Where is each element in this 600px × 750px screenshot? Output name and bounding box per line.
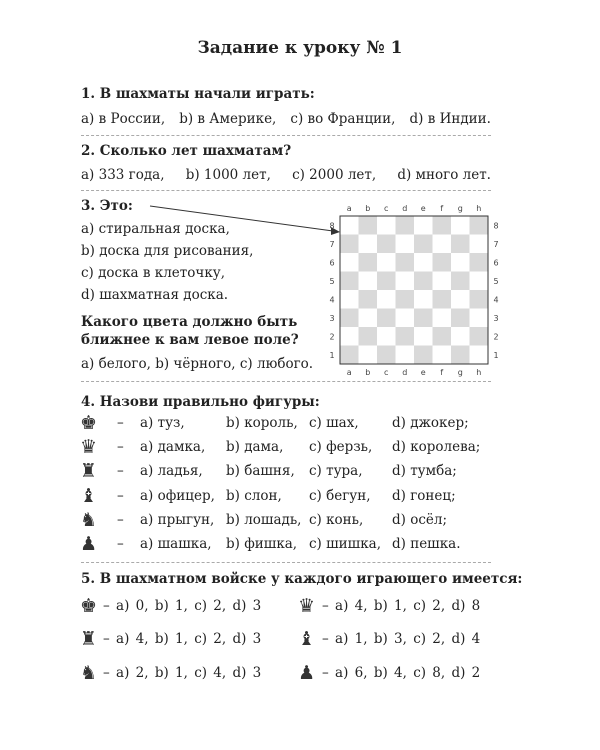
- file-label-bottom: g: [457, 368, 463, 377]
- q4-option-b[interactable]: b) король,: [226, 415, 298, 431]
- divider: [81, 562, 491, 563]
- board-square: [396, 235, 415, 254]
- q4-option-c[interactable]: c) шишка,: [309, 536, 381, 552]
- knight-icon: ♞: [80, 508, 98, 531]
- rank-label-right: 3: [493, 313, 499, 323]
- board-square: [340, 272, 359, 291]
- question-1-text: 1. В шахматы начали играть:: [81, 86, 315, 102]
- rank-label-right: 5: [493, 276, 499, 286]
- q2-option-c[interactable]: c) 2000 лет,: [292, 167, 377, 183]
- pawn-icon: ♟: [298, 662, 316, 684]
- board-square: [340, 327, 359, 346]
- board-square: [377, 216, 396, 235]
- board-square: [414, 327, 433, 346]
- q4-option-c[interactable]: c) ферзь,: [309, 439, 373, 456]
- board-square: [433, 235, 452, 254]
- dash: –: [117, 511, 124, 528]
- board-square: [396, 272, 415, 291]
- queen-icon: ♛: [298, 595, 316, 617]
- file-label-bottom: c: [384, 368, 389, 377]
- dash: –: [117, 463, 124, 480]
- question-2-text: 2. Сколько лет шахматам?: [81, 143, 292, 159]
- q1-option-c[interactable]: c) во Франции,: [290, 111, 396, 127]
- board-square: [377, 253, 396, 272]
- board-square: [377, 346, 396, 365]
- q3-option-c[interactable]: c) доска в клеточку,: [81, 265, 225, 281]
- board-square: [359, 216, 378, 235]
- rank-label-left: 1: [329, 350, 335, 360]
- file-label-bottom: d: [402, 368, 408, 377]
- board-square: [470, 235, 489, 254]
- q5-answer-options[interactable]: – a) 6, b) 4, c) 8, d) 2: [322, 665, 481, 681]
- page-title: Задание к уроку № 1: [197, 38, 403, 58]
- q4-option-b[interactable]: b) лошадь,: [226, 511, 302, 528]
- q5-answer-options[interactable]: – a) 1, b) 3, c) 2, d) 4: [322, 631, 481, 647]
- file-label-top: a: [346, 204, 352, 213]
- file-label-top: b: [365, 204, 371, 213]
- king-icon: ♚: [80, 412, 98, 434]
- board-square: [340, 309, 359, 328]
- board-square: [451, 253, 470, 272]
- board-square: [340, 290, 359, 309]
- q4-option-c[interactable]: c) бегун,: [309, 487, 371, 504]
- board-square: [414, 309, 433, 328]
- chessboard: [320, 198, 500, 377]
- q3-subquestion-line1: Какого цвета должно быть: [81, 314, 298, 330]
- rook-icon: ♜: [80, 460, 98, 483]
- q3-subquestion-line2: ближнее к вам левое поле?: [81, 332, 299, 348]
- board-square: [470, 327, 489, 346]
- q4-option-c[interactable]: c) тура,: [309, 463, 363, 480]
- q3-option-d[interactable]: d) шахматная доска.: [81, 287, 229, 303]
- rank-label-left: 5: [329, 276, 335, 286]
- file-label-bottom: f: [440, 368, 444, 377]
- q5-answer-options[interactable]: – a) 4, b) 1, c) 2, d) 8: [322, 598, 481, 614]
- board-square: [470, 309, 489, 328]
- q4-option-c[interactable]: c) конь,: [309, 511, 364, 528]
- q4-option-b[interactable]: b) фишка,: [226, 536, 298, 552]
- board-square: [451, 216, 470, 235]
- q4-option-b[interactable]: b) дама,: [226, 439, 284, 456]
- q4-option-a[interactable]: a) туз,: [140, 415, 185, 431]
- board-square: [359, 290, 378, 309]
- file-label-top: d: [402, 204, 408, 213]
- board-square: [433, 272, 452, 291]
- q4-option-d[interactable]: d) королева;: [392, 439, 481, 456]
- board-square: [451, 235, 470, 254]
- q4-option-c[interactable]: c) шах,: [309, 415, 359, 431]
- pawn-icon: ♟: [80, 533, 98, 555]
- board-square: [433, 290, 452, 309]
- board-square: [470, 272, 489, 291]
- question-4-text: 4. Назови правильно фигуры:: [81, 394, 320, 410]
- dash: –: [117, 439, 124, 456]
- q2-option-a[interactable]: a) 333 года,: [81, 167, 165, 183]
- board-square: [396, 309, 415, 328]
- rank-label-left: 3: [329, 313, 335, 323]
- king-icon: ♚: [80, 595, 98, 617]
- board-square: [340, 235, 359, 254]
- board-square: [340, 216, 359, 235]
- board-square: [470, 290, 489, 309]
- file-label-top: c: [384, 204, 389, 213]
- rank-label-right: 6: [493, 258, 499, 268]
- board-square: [396, 253, 415, 272]
- rank-label-left: 7: [329, 239, 335, 249]
- file-label-top: h: [476, 204, 482, 213]
- question-5-text: 5. В шахматном войске у каждого играющего имеется:: [81, 571, 523, 587]
- rank-label-right: 8: [493, 221, 499, 231]
- board-square: [414, 216, 433, 235]
- board-square: [414, 290, 433, 309]
- q2-option-d[interactable]: d) много лет.: [397, 167, 491, 183]
- board-square: [470, 216, 489, 235]
- q4-option-d[interactable]: d) пешка.: [392, 536, 461, 552]
- file-label-bottom: b: [365, 368, 371, 377]
- file-label-top: g: [457, 204, 463, 213]
- q4-option-d[interactable]: d) осёл;: [392, 511, 448, 528]
- q4-option-d[interactable]: d) тумба;: [392, 463, 457, 480]
- rank-label-left: 6: [329, 258, 335, 268]
- file-label-bottom: h: [476, 368, 482, 377]
- board-square: [377, 290, 396, 309]
- q1-option-a[interactable]: a) в России,: [81, 111, 166, 127]
- q3-option-a[interactable]: a) стиральная доска,: [81, 221, 230, 237]
- rank-label-left: 4: [329, 295, 335, 305]
- queen-icon: ♛: [80, 436, 98, 459]
- q4-option-a[interactable]: a) прыгун,: [140, 511, 215, 528]
- board-square: [414, 235, 433, 254]
- divider: [81, 381, 491, 382]
- board-square: [414, 272, 433, 291]
- file-label-bottom: e: [420, 368, 426, 377]
- board-square: [396, 290, 415, 309]
- rank-label-right: 2: [493, 332, 499, 342]
- board-square: [359, 327, 378, 346]
- board-square: [377, 235, 396, 254]
- rank-label-right: 7: [493, 239, 499, 249]
- board-square: [359, 272, 378, 291]
- file-label-top: e: [420, 204, 426, 213]
- board-square: [377, 309, 396, 328]
- q3-option-b[interactable]: b) доска для рисования,: [81, 243, 254, 259]
- board-square: [451, 272, 470, 291]
- rook-icon: ♜: [80, 628, 98, 650]
- board-square: [433, 346, 452, 365]
- dash: –: [117, 536, 124, 552]
- rank-label-right: 1: [493, 350, 499, 360]
- bishop-icon: ♝: [298, 628, 316, 650]
- board-square: [396, 327, 415, 346]
- knight-icon: ♞: [80, 662, 98, 684]
- board-square: [396, 216, 415, 235]
- q4-option-a[interactable]: a) дамка,: [140, 439, 206, 456]
- bishop-icon: ♝: [80, 484, 98, 507]
- rank-label-right: 4: [493, 295, 499, 305]
- dash: –: [117, 487, 124, 504]
- q2-option-b[interactable]: b) 1000 лет,: [185, 167, 271, 183]
- rank-label-left: 8: [329, 221, 335, 231]
- board-square: [359, 346, 378, 365]
- board-square: [433, 327, 452, 346]
- board-square: [414, 253, 433, 272]
- board-square: [359, 253, 378, 272]
- board-square: [433, 253, 452, 272]
- q5-answer-options[interactable]: – a) 4, b) 1, c) 2, d) 3: [103, 631, 262, 647]
- q4-option-b[interactable]: b) башня,: [226, 463, 295, 480]
- q5-answer-options[interactable]: – a) 0, b) 1, c) 2, d) 3: [103, 598, 262, 614]
- board-square: [433, 216, 452, 235]
- board-square: [414, 346, 433, 365]
- board-square: [433, 309, 452, 328]
- q4-option-a[interactable]: a) офицер,: [140, 487, 215, 504]
- board-square: [340, 253, 359, 272]
- dash: –: [117, 415, 124, 431]
- board-square: [359, 309, 378, 328]
- board-square: [451, 346, 470, 365]
- board-square: [377, 327, 396, 346]
- board-square: [470, 253, 489, 272]
- board-square: [359, 235, 378, 254]
- question-3-text: 3. Это:: [81, 198, 133, 214]
- q1-option-d[interactable]: d) в Индии.: [409, 111, 491, 127]
- board-square: [451, 327, 470, 346]
- board-square: [470, 346, 489, 365]
- q4-option-b[interactable]: b) слон,: [226, 487, 282, 504]
- q4-option-a[interactable]: a) шашка,: [140, 536, 212, 552]
- file-label-bottom: a: [346, 368, 352, 377]
- q1-option-b[interactable]: b) в Америке,: [179, 111, 277, 127]
- q3-subquestion-options[interactable]: a) белого, b) чёрного, c) любого.: [81, 356, 314, 372]
- rank-label-left: 2: [329, 332, 335, 342]
- q4-option-a[interactable]: a) ладья,: [140, 463, 203, 480]
- q4-option-d[interactable]: d) гонец;: [392, 487, 456, 504]
- board-square: [451, 290, 470, 309]
- board-square: [340, 346, 359, 365]
- q5-answer-options[interactable]: – a) 2, b) 1, c) 4, d) 3: [103, 665, 262, 681]
- q4-option-d[interactable]: d) джокер;: [392, 415, 469, 431]
- file-label-top: f: [440, 204, 444, 213]
- board-square: [451, 309, 470, 328]
- board-square: [396, 346, 415, 365]
- board-square: [377, 272, 396, 291]
